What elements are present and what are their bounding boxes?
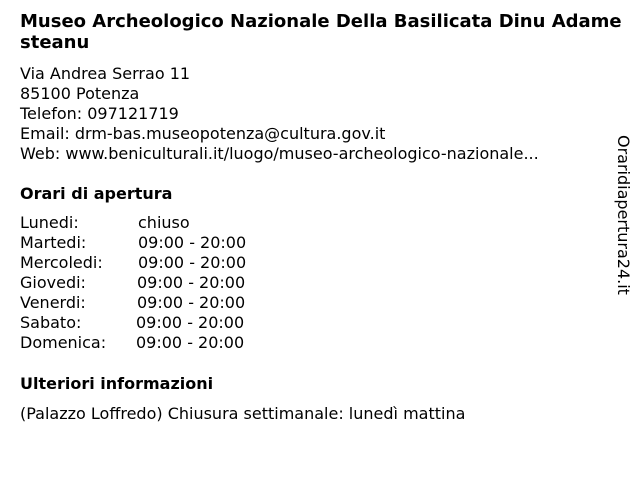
- hours-day: Domenica:: [20, 333, 107, 352]
- hours-heading: Orari di apertura: [20, 184, 173, 203]
- page-title: Museo Archeologico Nazionale Della Basilicata Dinu Adamesteanu: [20, 11, 622, 53]
- info-heading: Ulteriori informazioni: [20, 374, 214, 393]
- hours-time: 09:00 - 20:00: [137, 293, 246, 312]
- hours-day: Sabato:: [20, 313, 82, 332]
- hours-day: Venerdi:: [20, 293, 86, 312]
- address-email: Email: drm-bas.museopotenza@cultura.gov.it: [20, 124, 386, 143]
- address-street: Via Andrea Serrao 11: [20, 64, 191, 83]
- hours-day: Lunedi:: [20, 213, 79, 232]
- address-phone: Telefon: 097121719: [20, 104, 179, 123]
- info-text: (Palazzo Loffredo) Chiusura settimanale: lunedì mattina: [20, 404, 466, 423]
- hours-day: Giovedi:: [20, 273, 86, 292]
- site-brand: Oraridiapertura24.it: [614, 135, 633, 295]
- hours-time: 09:00 - 20:00: [138, 253, 247, 272]
- hours-day: Martedi:: [20, 233, 87, 252]
- hours-time: chiuso: [138, 213, 190, 232]
- hours-time: 09:00 - 20:00: [137, 273, 246, 292]
- hours-time: 09:00 - 20:00: [136, 313, 245, 332]
- address-block: [20, 64, 539, 164]
- address-web: Web: www.beniculturali.it/luogo/museo-archeologico-nazionale...: [20, 144, 539, 163]
- hours-time: 09:00 - 20:00: [136, 333, 245, 352]
- hours-day: Mercoledi:: [20, 253, 103, 272]
- address-city: 85100 Potenza: [20, 84, 140, 103]
- hours-time: 09:00 - 20:00: [138, 233, 247, 252]
